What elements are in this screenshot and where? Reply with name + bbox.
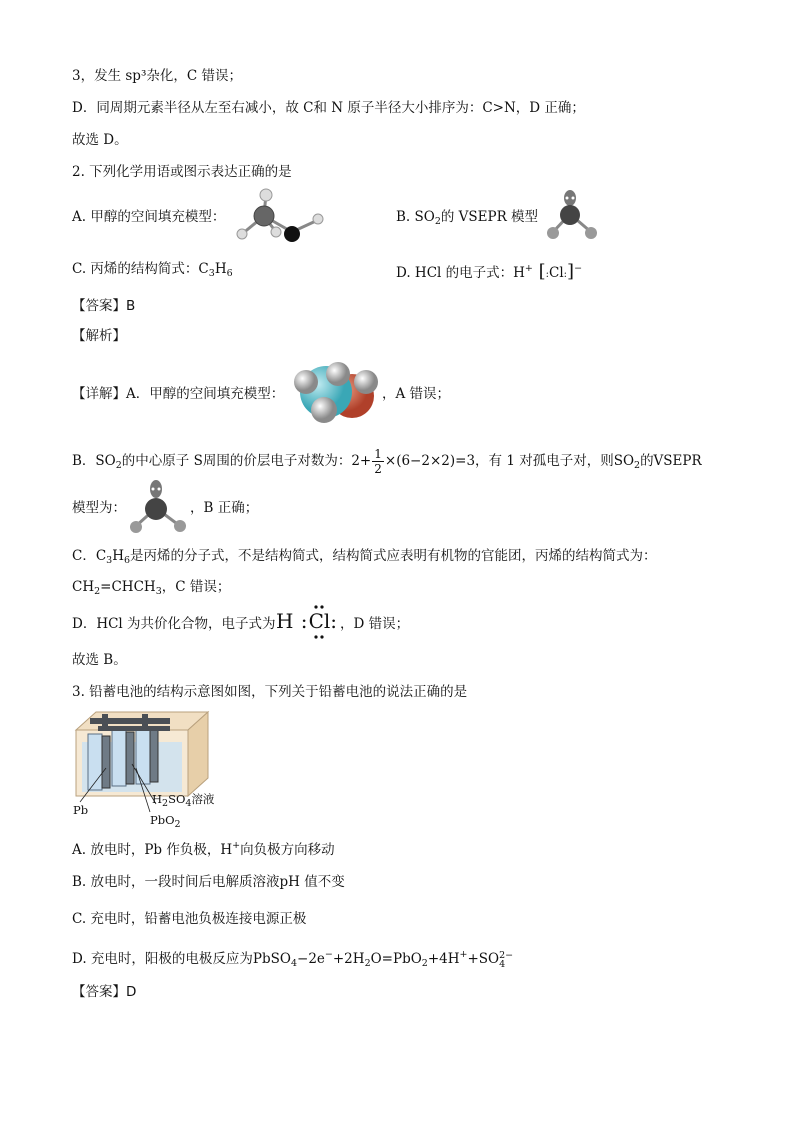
methanol-space-filling-model bbox=[290, 362, 386, 426]
text-line: 3，发生 sp³杂化，C 错误； bbox=[72, 68, 242, 84]
text-line: D．同周期元素半径从左至右减小，故 C和 N 原子半径大小排序为：C>N，D 正确； bbox=[72, 100, 585, 116]
analysis-2: 【解析】 bbox=[72, 328, 126, 344]
option-2c: C. 丙烯的结构简式：$C_3H_6$ bbox=[72, 261, 233, 279]
option-3d: D. 充电时，阳极的电极反应为$PbSO_4-2e^-+2H_2O=PbO_2+4H^++SO$ 2− 4 bbox=[72, 949, 514, 970]
answer-3: 【答案】D bbox=[72, 984, 137, 1000]
lead-acid-battery-diagram bbox=[72, 708, 212, 800]
option-3c: C. 充电时，铅蓄电池负极连接电源正极 bbox=[72, 911, 307, 927]
so2-vsepr-model-2 bbox=[128, 480, 192, 536]
select-2: 故选 B。 bbox=[72, 652, 127, 668]
option-2a: A. 甲醇的空间填充模型： bbox=[72, 209, 226, 225]
detail-a-end: ，A 错误； bbox=[382, 386, 451, 402]
hcl-electron-formula: H :Cl: bbox=[276, 609, 338, 633]
detail-b2-end: ，B 正确； bbox=[190, 500, 259, 516]
answer-2: 【答案】B bbox=[72, 298, 136, 314]
option-3a: A. 放电时，Pb 作负极，H+向负极方向移动 bbox=[72, 840, 335, 858]
detail-b2: 模型为： bbox=[72, 500, 126, 516]
detail-c: C．$C_3H_6$是丙烯的分子式，不是结构简式，结构简式应表明有机物的官能团，丙烯的结构简式为： bbox=[72, 548, 657, 566]
fraction-half: $\frac{1}{2}$ bbox=[374, 447, 382, 476]
detail-b: B．$SO_2$的中心原子 S周围的价层电子对数为：2+ $\frac{1}{2}$ ×(6−2×2)=3，有 1 对孤电子对，则$SO_2$的VSEPR bbox=[72, 447, 702, 476]
option-2d: D. HCl 的电子式：H+ [:Cl:]− bbox=[396, 261, 583, 282]
detail-a: 【详解】A．甲醇的空间填充模型： bbox=[72, 386, 285, 402]
label-pb: Pb bbox=[73, 803, 89, 817]
methanol-ball-stick-model bbox=[232, 188, 332, 244]
question-3: 3. 铅蓄电池的结构示意图如图，下列关于铅蓄电池的说法正确的是 bbox=[72, 684, 468, 700]
lone-pair-dots bbox=[310, 604, 330, 640]
detail-c2: $CH_2=CHCH_3$，C 错误； bbox=[72, 579, 231, 597]
text-line: 故选 D。 bbox=[72, 132, 128, 148]
detail-d: D．HCl 为共价化合物，电子式为 bbox=[72, 616, 276, 632]
label-h2so4: $H_2SO_4$溶液 bbox=[152, 792, 215, 809]
option-2b: B. $SO_2$的 VSEPR 模型 bbox=[396, 209, 539, 227]
so2-vsepr-model bbox=[543, 190, 603, 242]
question-2: 2. 下列化学用语或图示表达正确的是 bbox=[72, 164, 292, 180]
detail-d-end: ，D 错误； bbox=[340, 616, 410, 632]
option-3b: B. 放电时，一段时间后电解质溶液pH 值不变 bbox=[72, 874, 345, 890]
label-pbo2: PbO$_2$ bbox=[150, 813, 181, 830]
